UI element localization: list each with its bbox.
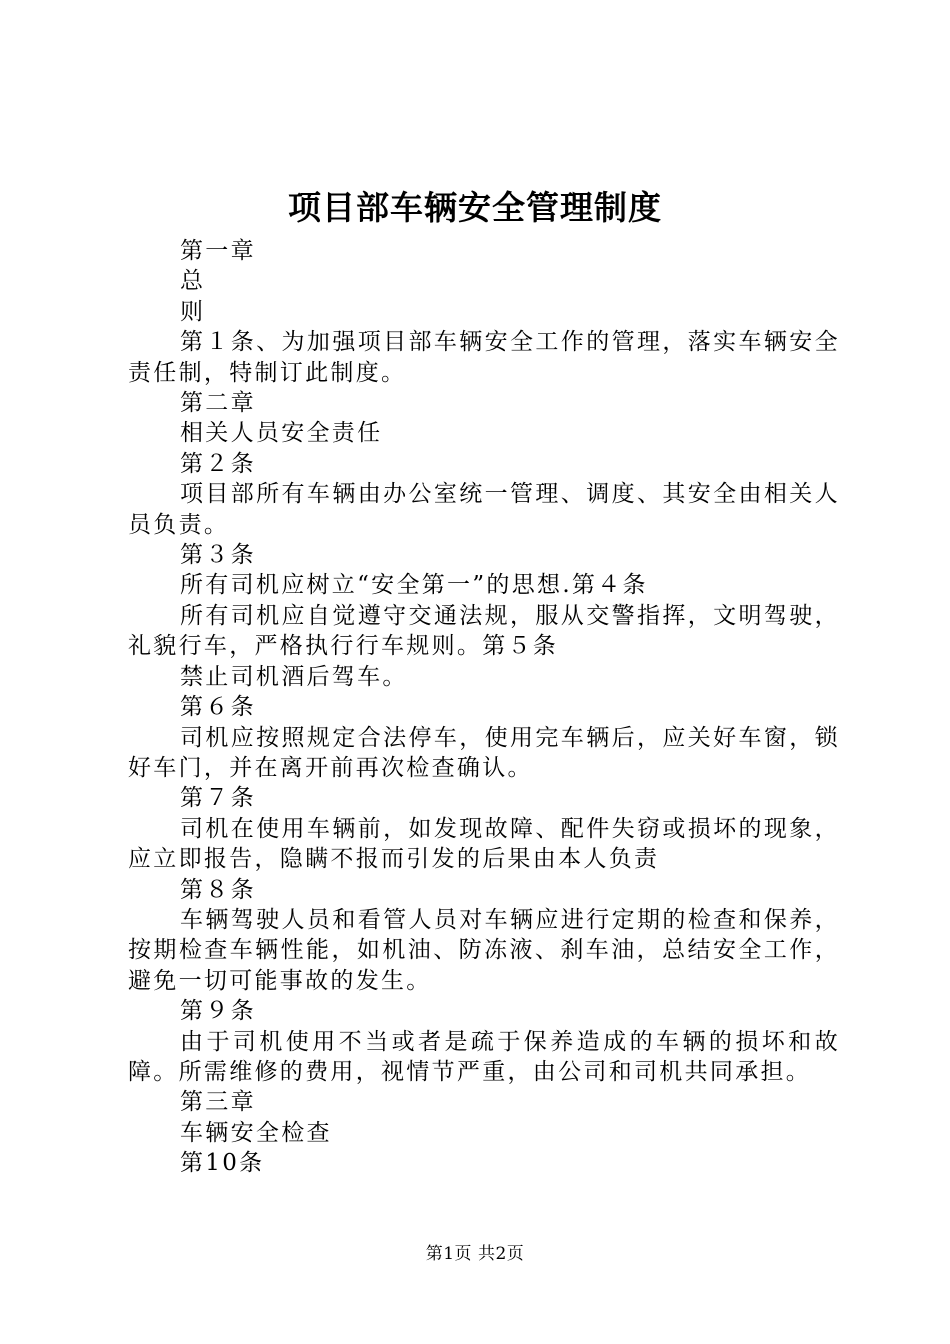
- article-2-label: 第２条: [180, 450, 256, 477]
- article-8-label: 第８条: [180, 876, 256, 903]
- chapter-2-name: 相关人员安全责任: [180, 420, 383, 447]
- article-1-text: 第１条、为加强项目部车辆安全工作的管理，落实车辆安全责任制，特制订此制度。: [128, 329, 840, 386]
- article-9-label: 第９条: [180, 998, 256, 1025]
- document-body: [128, 236, 840, 1179]
- article-7-text: 司机在使用车辆前，如发现故障、配件失窃或损坏的现象，应立即报告，隐瞒不报而引发的后果由本人负责: [128, 815, 840, 873]
- chapter-3-label: 第三章: [180, 1089, 256, 1116]
- article-5-text: 禁止司机酒后驾车。: [180, 663, 408, 690]
- article-2-text: 项目部所有车辆由办公室统一管理、调度、其安全由相关人员负责。: [128, 481, 840, 538]
- chapter-3-name: 车辆安全检查: [180, 1119, 332, 1146]
- chapter-2-label: 第二章: [180, 390, 256, 417]
- article-6-label: 第６条: [180, 694, 256, 721]
- article-8-text: 车辆驾驶人员和看管人员对车辆应进行定期的检查和保养，按期检查车辆性能，如机油、防冻液、刹车油，总结安全工作，避免一切可能事故的发生。: [128, 906, 840, 994]
- article-7-label: 第７条: [180, 785, 256, 812]
- article-10-label: 第10条: [180, 1150, 265, 1177]
- document-title: 项目部车辆安全管理制度: [288, 188, 662, 227]
- chapter-1-name-part-2: 则: [180, 298, 206, 325]
- article-6-text: 司机应按照规定合法停车，使用完车辆后，应关好车窗，锁好车门，并在离开前再次检查确认。: [128, 724, 840, 781]
- article-3-text: 所有司机应树立“安全第一”的思想.第４条: [180, 572, 648, 599]
- page-footer: 第1页 共2页: [425, 1244, 525, 1264]
- chapter-1-name-part-1: 总: [180, 268, 206, 295]
- article-4-text: 所有司机应自觉遵守交通法规，服从交警指挥，文明驾驶，礼貌行车，严格执行行车规则。第５条: [128, 602, 840, 660]
- article-9-text: 由于司机使用不当或者是疏于保养造成的车辆的损坏和故障。所需维修的费用，视情节严重，由公司和司机共同承担。: [128, 1028, 840, 1085]
- article-3-label: 第３条: [180, 542, 256, 569]
- chapter-1-label: 第一章: [180, 238, 256, 264]
